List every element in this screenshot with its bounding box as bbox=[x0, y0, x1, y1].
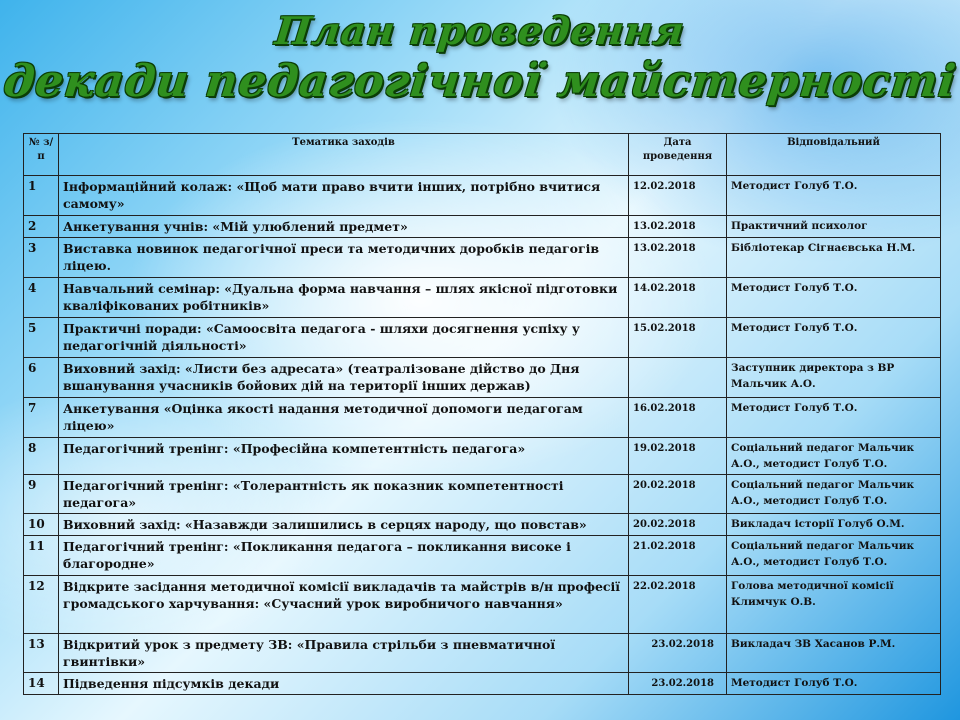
table-row bbox=[24, 216, 941, 238]
table-row bbox=[24, 238, 941, 278]
row-date: 23.02.2018 bbox=[629, 673, 727, 695]
row-responsible: Практичний психолог bbox=[727, 216, 941, 238]
row-responsible: Викладач історії Голуб О.М. bbox=[727, 514, 941, 536]
row-date: 13.02.2018 bbox=[629, 238, 727, 278]
header-topic: Тематика заходів bbox=[59, 134, 629, 176]
row-responsible: Викладач ЗВ Хасанов Р.М. bbox=[727, 634, 941, 673]
table-row bbox=[24, 475, 941, 514]
row-num: 9 bbox=[24, 475, 59, 514]
row-num: 8 bbox=[24, 438, 59, 475]
row-responsible: Соціальний педагог Мальчик А.О., методист Голуб Т.О. bbox=[727, 438, 941, 475]
row-responsible: Методист Голуб Т.О. bbox=[727, 318, 941, 358]
row-date: 22.02.2018 bbox=[629, 576, 727, 634]
row-topic: Педагогічний тренінг: «Покликання педагога – покликання високе і благородне» bbox=[59, 536, 629, 576]
row-date: 12.02.2018 bbox=[629, 176, 727, 216]
table-row bbox=[24, 673, 941, 695]
row-responsible: Голова методичної комісії Климчук О.В. bbox=[727, 576, 941, 634]
row-num: 1 bbox=[24, 176, 59, 216]
table-row bbox=[24, 318, 941, 358]
row-topic: Інформаційний колаж: «Щоб мати право вчити інших, потрібно вчитися самому» bbox=[59, 176, 629, 216]
table-row bbox=[24, 398, 941, 438]
row-num: 3 bbox=[24, 238, 59, 278]
header-num: № з/п bbox=[24, 134, 59, 176]
row-responsible: Методист Голуб Т.О. bbox=[727, 278, 941, 318]
row-num: 7 bbox=[24, 398, 59, 438]
row-topic: Педагогічний тренінг: «Толерантність як показник компетентності педагога» bbox=[59, 475, 629, 514]
row-responsible: Бібліотекар Сігнаєвська Н.М. bbox=[727, 238, 941, 278]
table-row bbox=[24, 514, 941, 536]
table-header-row bbox=[24, 134, 941, 176]
table-row bbox=[24, 176, 941, 216]
row-date: 23.02.2018 bbox=[629, 634, 727, 673]
row-topic: Відкритий урок з предмету ЗВ: «Правила стрільби з пневматичної гвинтівки» bbox=[59, 634, 629, 673]
row-responsible: Методист Голуб Т.О. bbox=[727, 398, 941, 438]
row-topic: Підведення підсумків декади bbox=[59, 673, 629, 695]
row-topic: Виховний захід: «Листи без адресата» (театралізоване дійство до Дня вшанування учасників бойових дій на території інших держав) bbox=[59, 358, 629, 398]
table-row bbox=[24, 634, 941, 673]
row-date: 16.02.2018 bbox=[629, 398, 727, 438]
row-num: 12 bbox=[24, 576, 59, 634]
row-num: 11 bbox=[24, 536, 59, 576]
row-topic: Практичні поради: «Самоосвіта педагога - шляхи досягнення успіху у педагогічній діяльності» bbox=[59, 318, 629, 358]
title-line-1: План проведення bbox=[273, 8, 687, 53]
row-date: 19.02.2018 bbox=[629, 438, 727, 475]
table-row bbox=[24, 278, 941, 318]
row-date bbox=[629, 358, 727, 398]
row-date: 20.02.2018 bbox=[629, 514, 727, 536]
table-row bbox=[24, 438, 941, 475]
row-topic: Анкетування «Оцінка якості надання методичної допомоги педагогам ліцею» bbox=[59, 398, 629, 438]
row-num: 5 bbox=[24, 318, 59, 358]
table-row bbox=[24, 536, 941, 576]
table-row bbox=[24, 358, 941, 398]
row-num: 13 bbox=[24, 634, 59, 673]
row-topic: Виховний захід: «Назавжди залишились в серцях народу, що повстав» bbox=[59, 514, 629, 536]
row-num: 10 bbox=[24, 514, 59, 536]
header-date: Дата проведення bbox=[629, 134, 727, 176]
row-date: 13.02.2018 bbox=[629, 216, 727, 238]
row-num: 6 bbox=[24, 358, 59, 398]
row-topic: Відкрите засідання методичної комісії викладачів та майстрів в/н професії громадського харчування: «Сучасний урок виробничого навчання» bbox=[59, 576, 629, 634]
row-date: 14.02.2018 bbox=[629, 278, 727, 318]
row-date: 20.02.2018 bbox=[629, 475, 727, 514]
row-responsible: Методист Голуб Т.О. bbox=[727, 673, 941, 695]
row-date: 15.02.2018 bbox=[629, 318, 727, 358]
row-num: 14 bbox=[24, 673, 59, 695]
row-num: 2 bbox=[24, 216, 59, 238]
row-topic: Педагогічний тренінг: «Професійна компетентність педагога» bbox=[59, 438, 629, 475]
row-responsible: Заступник директора з ВР Мальчик А.О. bbox=[727, 358, 941, 398]
table-row bbox=[24, 576, 941, 634]
event-plan-table bbox=[23, 133, 941, 695]
row-topic: Навчальний семінар: «Дуальна форма навчання – шлях якісної підготовки кваліфікованих робітників» bbox=[59, 278, 629, 318]
row-responsible: Соціальний педагог Мальчик А.О., методист Голуб Т.О. bbox=[727, 475, 941, 514]
title-line-2: декади педагогічної майстерності bbox=[1, 56, 959, 107]
row-date: 21.02.2018 bbox=[629, 536, 727, 576]
row-responsible: Соціальний педагог Мальчик А.О., методист Голуб Т.О. bbox=[727, 536, 941, 576]
header-responsible: Відповідальний bbox=[727, 134, 941, 176]
row-topic: Виставка новинок педагогічної преси та методичних доробків педагогів ліцею. bbox=[59, 238, 629, 278]
row-topic: Анкетування учнів: «Мій улюблений предмет» bbox=[59, 216, 629, 238]
row-num: 4 bbox=[24, 278, 59, 318]
row-responsible: Методист Голуб Т.О. bbox=[727, 176, 941, 216]
